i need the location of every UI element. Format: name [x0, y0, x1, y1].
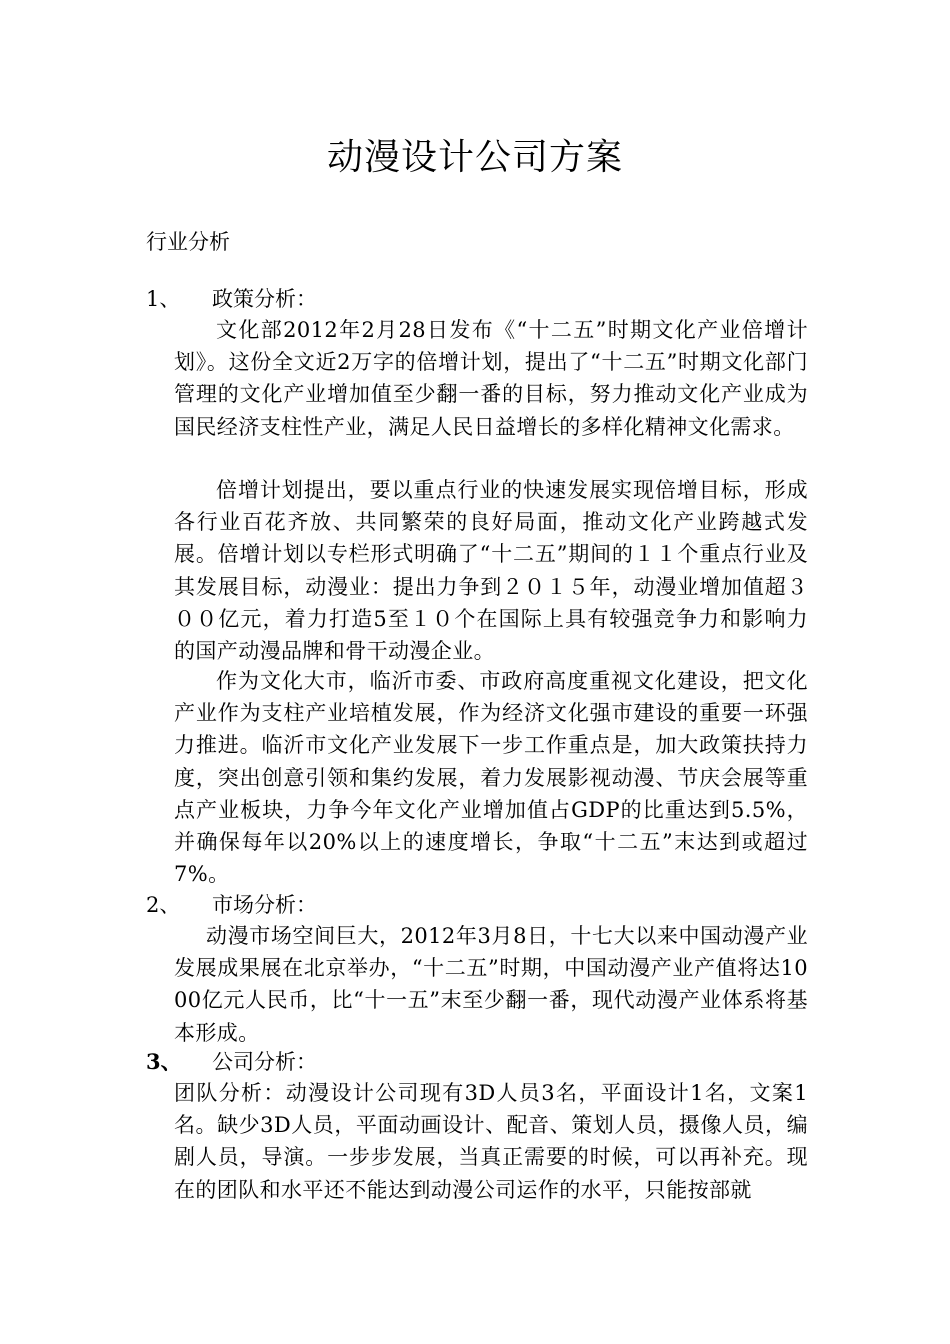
section-3-number: 3、	[146, 1049, 182, 1074]
section-1-heading	[146, 283, 317, 315]
section-2-heading	[146, 889, 317, 921]
section-3-heading	[146, 1046, 317, 1078]
section-heading: 行业分析	[146, 230, 230, 254]
section-2-number: 2、	[146, 893, 181, 917]
section-2-title: 市场分析：	[212, 893, 317, 917]
section-3-title: 公司分析：	[212, 1050, 317, 1074]
paragraph-policy-2: 倍增计划提出，要以重点行业的快速发展实现倍增目标，形成各行业百花齐放、共同繁荣的良好局面，推动文化产业跨越式发展。倍增计划以专栏形式明确了“十二五”期间的１１个重点行业及其发展目标，动漫业：提出力争到２０１５年，动漫业增加值超３００亿元，着力打造5至１０个在国际上具有较强竞争力和影响力的国产动漫品牌和骨干动漫企业。	[174, 478, 808, 664]
section-1-title: 政策分析：	[212, 287, 317, 311]
paragraph-company: 团队分析：动漫设计公司现有3D人员3名，平面设计1名，文案1名。缺少3D人员，平面动画设计、配音、策划人员，摄像人员，编剧人员，导演。一步步发展，当真正需要的时候，可以再补充。现在的团队和水平还不能达到动漫公司运作的水平，只能按部就	[174, 1081, 808, 1202]
paragraph-policy-3: 作为文化大市，临沂市委、市政府高度重视文化建设，把文化产业作为支柱产业培植发展，作为经济文化强市建设的重要一环强力推进。临沂市文化产业发展下一步工作重点是，加大政策扶持力度，突出创意引领和集约发展，着力发展影视动漫、节庆会展等重点产业板块，力争今年文化产业增加值占GDP的比重达到5.5%，并确保每年以20%以上的速度增长，争取“十二五”末达到或超过7%。	[174, 669, 808, 887]
paragraph-market: 动漫市场空间巨大，2012年3月8日，十七大以来中国动漫产业发展成果展在北京举办，“十二五”时期，中国动漫产业产值将达1000亿元人民币，比“十一五”末至少翻一番，现代动漫产业体系将基本形成。	[174, 924, 808, 1045]
paragraph-policy-1: 文化部2012年2月28日发布《“十二五”时期文化产业倍增计划》。这份全文近2万字的倍增计划，提出了“十二五”时期文化部门管理的文化产业增加值至少翻一番的目标，努力推动文化产业成为国民经济支柱性产业，满足人民日益增长的多样化精神文化需求。	[174, 318, 808, 439]
section-1-number: 1、	[146, 287, 181, 311]
document-title: 动漫设计公司方案	[326, 137, 623, 178]
